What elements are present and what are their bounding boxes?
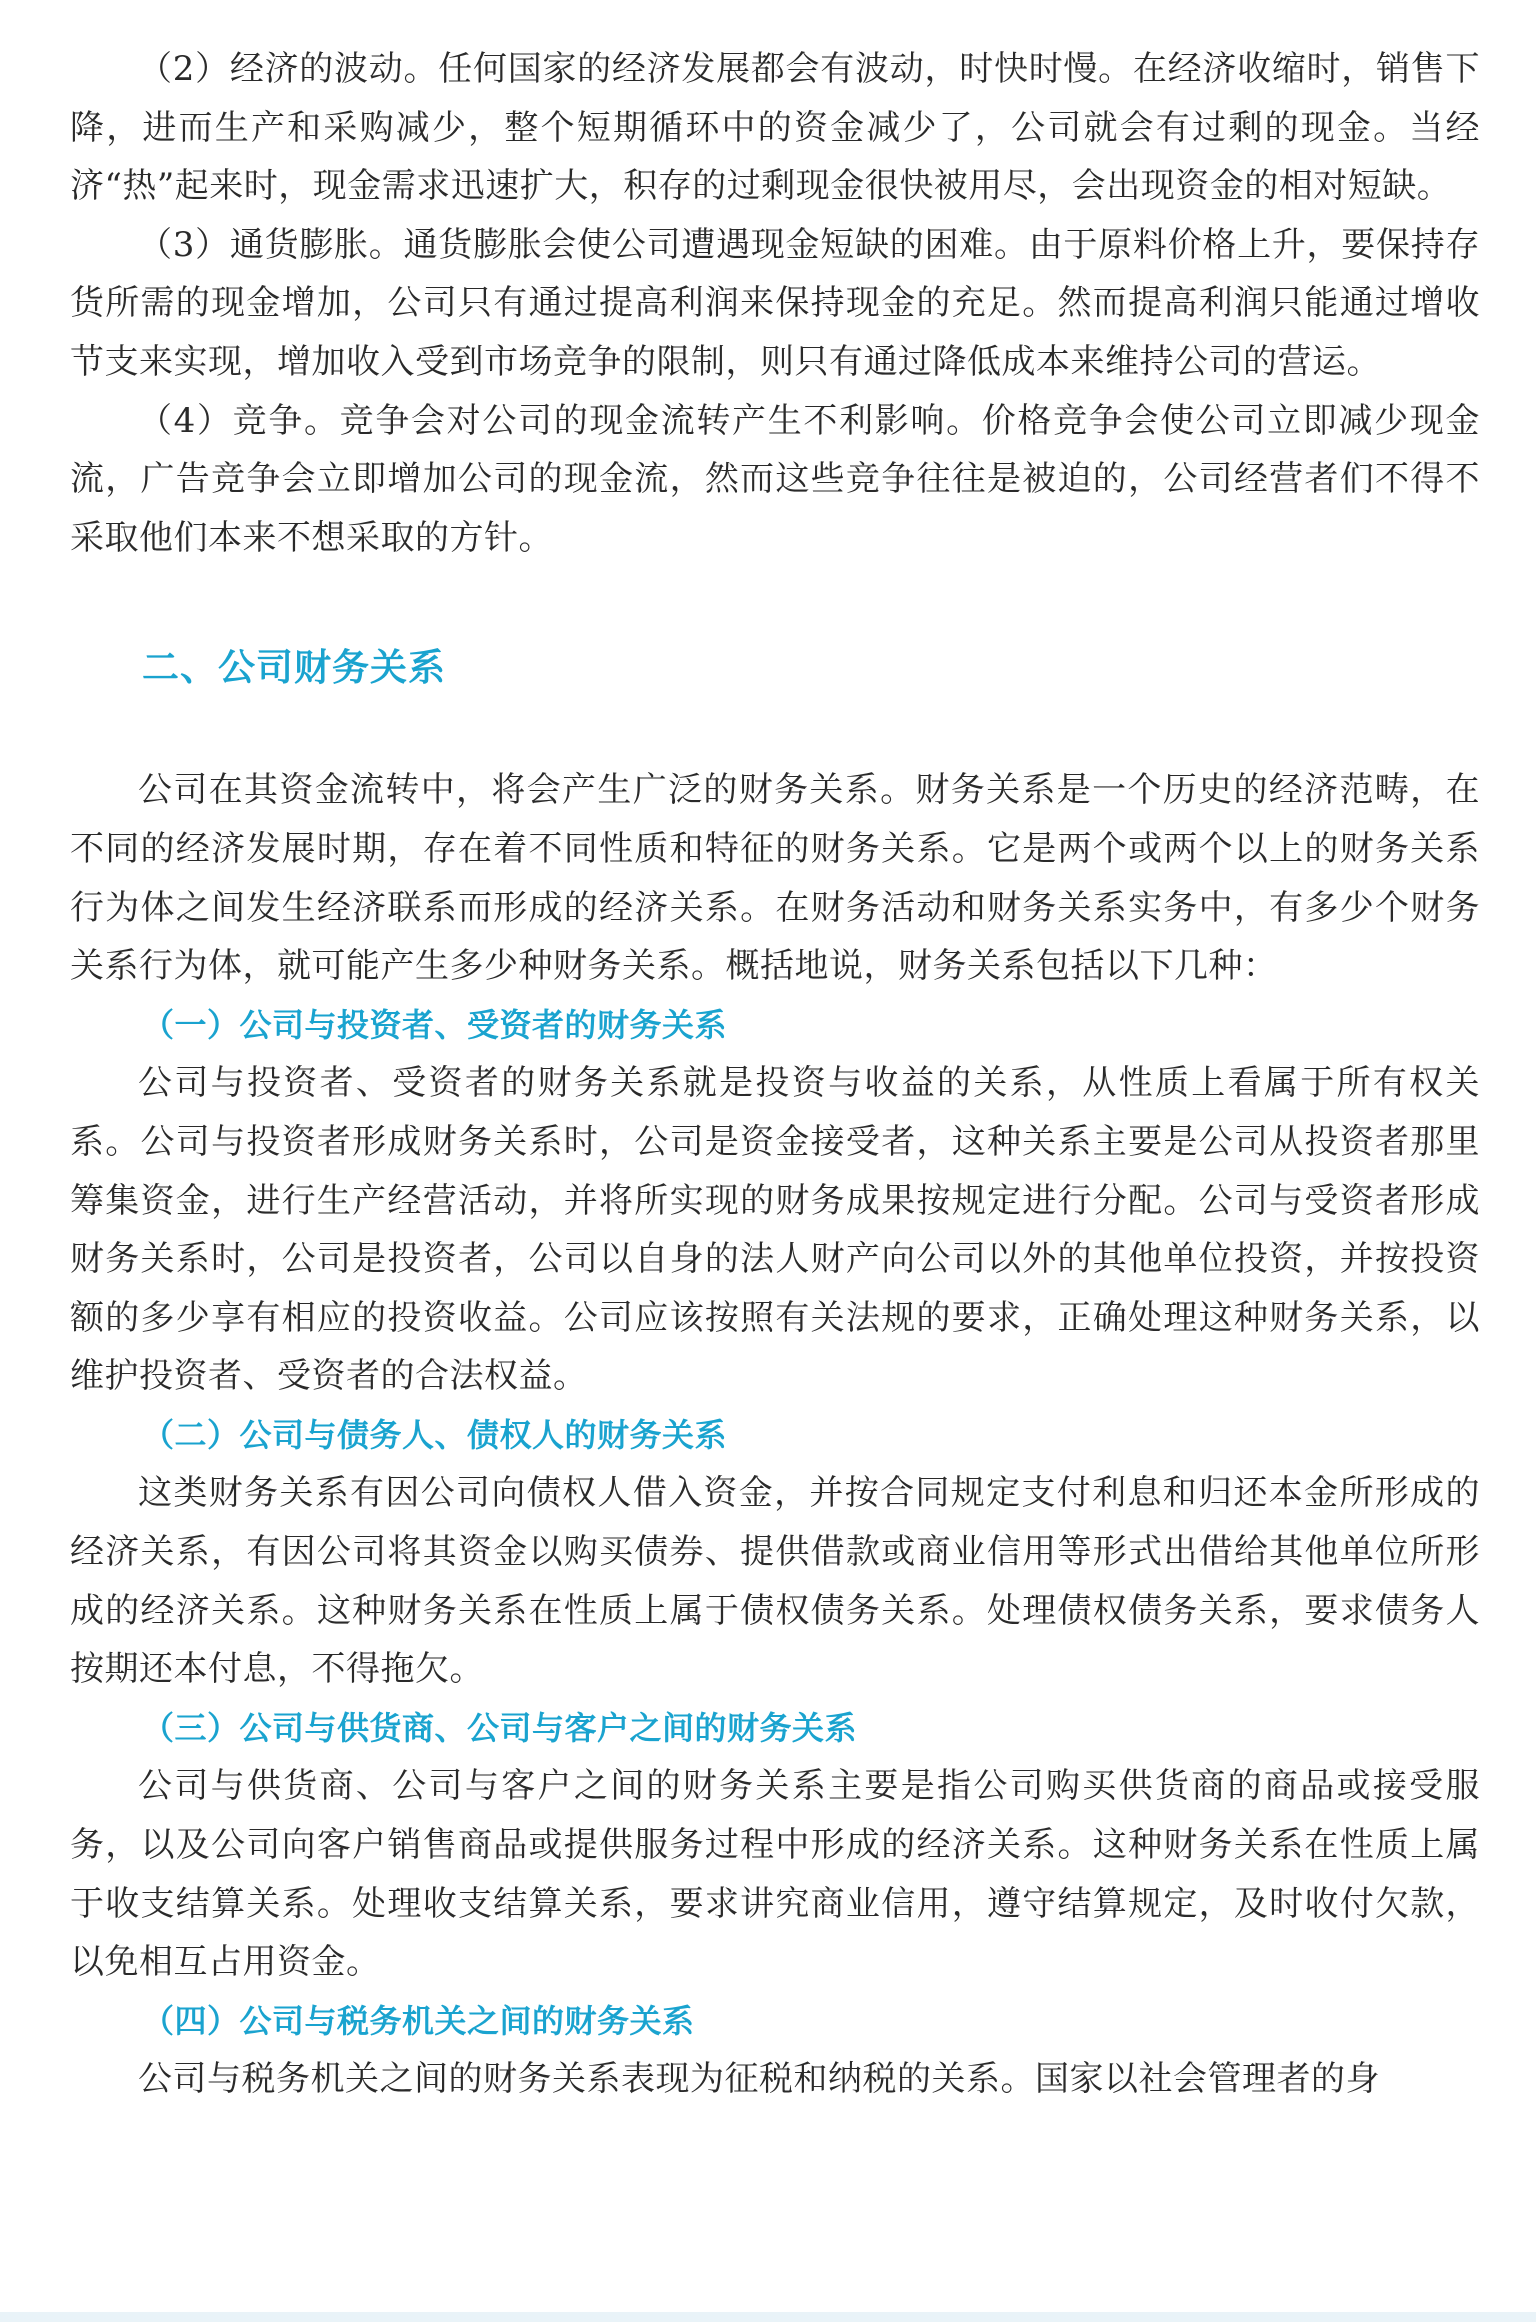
paragraph-inflation: （3）通货膨胀。通货膨胀会使公司遭遇现金短缺的困难。由于原料价格上升，要保持存货所需的现金增加，公司只有通过提高利润来保持现金的充足。然而提高利润只能通过增收节支来实现，增加收入受到市场竞争的限制，则只有通过降低成本来维持公司的营运。 [70,224,1480,382]
page-bottom-band [0,2312,1536,2322]
subsection-heading-tax: （四）公司与税务机关之间的财务关系 [142,2001,695,2040]
subsection-body-investors: 公司与投资者、受资者的财务关系就是投资与收益的关系，从性质上看属于所有权关系。公司与投资者形成财务关系时，公司是资金接受者，这种关系主要是公司从投资者那里筹集资金，进行生产经营活动，并将所实现的财务成果按规定进行分配。公司与受资者形成财务关系时，公司是投资者，公司以自身的法人财产向公司以外的其他单位投资，并按投资额的多少享有相应的投资收益。公司应该按照有关法规的要求，正确处理这种财务关系，以维护投资者、受资者的合法权益。 [70,1063,1480,1397]
section-title: 二、公司财务关系 [142,646,446,690]
subsection-body-debtors: 这类财务关系有因公司向债权人借入资金，并按合同规定支付利息和归还本金所形成的经济关系，有因公司将其资金以购买债券、提供借款或商业信用等形式出借给其他单位所形成的经济关系。这种财务关系在性质上属于债权债务关系。处理债权债务关系，要求债务人按期还本付息，不得拖欠。 [70,1473,1480,1690]
subsection-body-suppliers: 公司与供货商、公司与客户之间的财务关系主要是指公司购买供货商的商品或接受服务，以及公司向客户销售商品或提供服务过程中形成的经济关系。这种财务关系在性质上属于收支结算关系。处理收支结算关系，要求讲究商业信用，遵守结算规定，及时收付欠款，以免相互占用资金。 [70,1766,1480,1983]
paragraph-competition: （4）竞争。竞争会对公司的现金流转产生不利影响。价格竞争会使公司立即减少现金流，广告竞争会立即增加公司的现金流，然而这些竞争往往是被迫的，公司经营者们不得不采取他们本来不想采取的方针。 [70,400,1480,558]
paragraph-economic-fluctuation: （2）经济的波动。任何国家的经济发展都会有波动，时快时慢。在经济收缩时，销售下降，进而生产和采购减少，整个短期循环中的资金减少了，公司就会有过剩的现金。当经济“热”起来时，现金需求迅速扩大，积存的过剩现金很快被用尽，会出现资金的相对短缺。 [70,49,1480,207]
subsection-heading-debtors: （二）公司与债务人、债权人的财务关系 [142,1415,728,1454]
subsection-body-tax: 公司与税务机关之间的财务关系表现为征税和纳税的关系。国家以社会管理者的身 [138,2059,1380,2100]
document-page [70,40,1480,2109]
subsection-heading-suppliers: （三）公司与供货商、公司与客户之间的财务关系 [142,1708,858,1747]
section-intro: 公司在其资金流转中，将会产生广泛的财务关系。财务关系是一个历史的经济范畴，在不同的经济发展时期，存在着不同性质和特征的财务关系。它是两个或两个以上的财务关系行为体之间发生经济联系而形成的经济关系。在财务活动和财务关系实务中，有多少个财务关系行为体，就可能产生多少种财务关系。概括地说，财务关系包括以下几种： [70,770,1480,987]
subsection-heading-investors: （一）公司与投资者、受资者的财务关系 [142,1005,728,1044]
